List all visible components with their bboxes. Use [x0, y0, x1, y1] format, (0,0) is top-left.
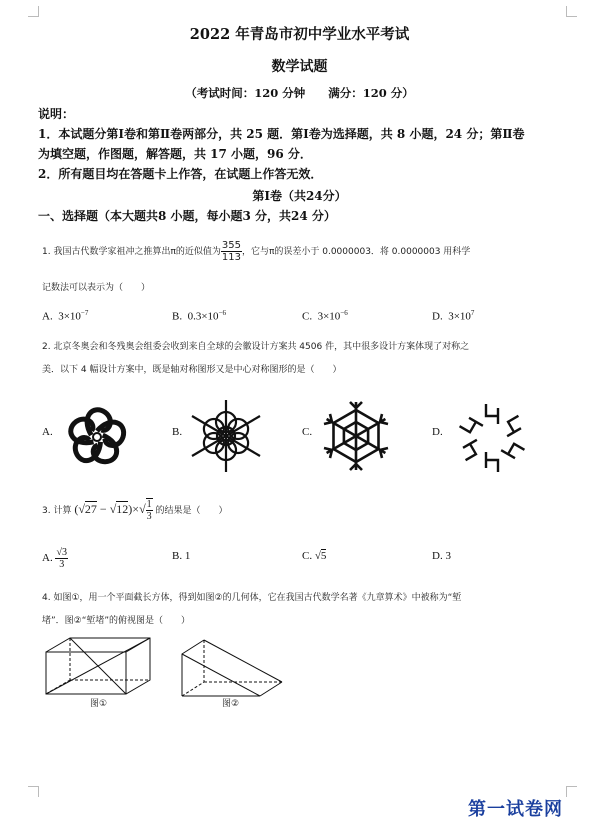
- question-3-suffix: 的结果是（ ）: [155, 505, 228, 516]
- q2-option-b[interactable]: B.: [172, 426, 183, 438]
- exam-title: 2022 年青岛市初中学业水平考试: [189, 26, 410, 43]
- option-exponent: −6: [340, 309, 348, 317]
- option-exponent: −6: [218, 309, 227, 317]
- option-base: 3×10: [448, 310, 471, 323]
- question-4-line-1: 4. 如图①，用一个平面截长方体，得到如图②的几何体，它在我国古代数学名著《九章算术》中被称为“堑: [42, 593, 462, 603]
- q3-option-d[interactable]: D. 3: [432, 550, 451, 562]
- option-a-fraction: [55, 547, 68, 570]
- q1-option-a[interactable]: [42, 309, 88, 323]
- question-1-line-1: [42, 240, 470, 263]
- question-2-line-2: 美．以下 4 幅设计方案中，既是轴对称图形又是中心对称图形的是（ ）: [42, 365, 342, 375]
- option-base: 3×10: [58, 310, 81, 323]
- q1-option-d[interactable]: [432, 309, 474, 323]
- q2-option-d[interactable]: D.: [432, 426, 443, 438]
- fraction-denominator: 3: [59, 559, 65, 570]
- q1-option-c[interactable]: [302, 309, 348, 323]
- fraction-355-113: [221, 240, 242, 263]
- emblem-a-swirl-knot: [56, 396, 138, 478]
- option-label: B.: [172, 310, 183, 323]
- q3-option-b[interactable]: B. 1: [172, 550, 191, 562]
- instruction-1-line-1: 1．本试题分第Ⅰ卷和第Ⅱ卷两部分，共 25 题．第Ⅰ卷为选择题，共 8 小题，24 分；第Ⅱ卷: [38, 127, 525, 141]
- fraction-numerator: 1: [146, 499, 152, 510]
- question-1-line-2: 记数法可以表示为（ ）: [42, 283, 151, 293]
- option-label: A.: [42, 552, 53, 565]
- site-watermark-brand: 第一试卷网: [468, 799, 563, 820]
- question-2-line-1: 2. 北京冬奥会和冬残奥会组委会收到来自全球的会徽设计方案共 4506 件，其中很多设计方案体现了对称之: [42, 342, 470, 352]
- option-label: C.: [302, 310, 313, 323]
- instruction-2: 2．所有题目均在答题卡上作答，在试题上作答无效．: [38, 167, 323, 181]
- option-label: D.: [432, 310, 443, 323]
- question-1-text-a: 1. 我国古代数学家祖冲之推算出π的近似值为: [42, 247, 221, 257]
- radicand-12: 12: [116, 501, 129, 516]
- fraction-denominator: 3: [146, 511, 152, 522]
- figure-1-cuboid: [44, 634, 156, 704]
- radicand-5: 5: [320, 550, 327, 562]
- part-1-heading: 第Ⅰ卷（共24分）: [252, 189, 347, 203]
- option-base: 0.3×10: [187, 310, 219, 323]
- radicand-fraction: [146, 498, 153, 522]
- question-3-prefix: 3. 计算: [42, 505, 72, 516]
- exam-info: （考试时间：120 分钟 满分：120 分）: [185, 86, 414, 100]
- emblem-c-snowflake: [316, 396, 396, 476]
- question-3-line: [42, 498, 228, 522]
- minus-sign: −: [99, 501, 107, 516]
- option-exponent: −7: [80, 309, 89, 317]
- fraction-numerator: √3: [56, 547, 67, 558]
- question-4-line-2: 堵”．图②“堑堵”的俯视图是（ ）: [42, 616, 191, 626]
- q1-option-b[interactable]: [172, 309, 226, 323]
- question-3-expression: (√27 − √12)×√ $\frac{1}{3}$: [74, 499, 152, 522]
- q2-option-c[interactable]: C.: [302, 426, 313, 438]
- instructions-heading: 说明：: [38, 107, 75, 121]
- question-1-text-b: ，它与π的误差小于 0.0000003．将 0.0000003 用科学: [241, 247, 471, 257]
- option-label: A.: [42, 310, 53, 323]
- option-label: C.: [302, 550, 313, 562]
- figure-1-label: 图①: [90, 699, 108, 709]
- q3-option-a[interactable]: [42, 547, 68, 570]
- emblem-d-brackets: [452, 398, 532, 478]
- q3-option-c[interactable]: C. √5: [302, 550, 327, 562]
- option-exponent: 7: [470, 309, 475, 317]
- figure-2-label: 图②: [222, 699, 240, 709]
- radicand-27: 27: [84, 501, 97, 516]
- fraction-numerator: 355: [221, 240, 241, 251]
- emblem-b-flower: [188, 398, 264, 474]
- exam-subject: 数学试题: [271, 59, 328, 75]
- q2-option-a[interactable]: A.: [42, 426, 53, 438]
- crop-mark-top-left: [28, 6, 39, 17]
- fraction-denominator: 113: [221, 252, 241, 263]
- figure-2-qiandu: [180, 636, 286, 702]
- crop-mark-bottom-left: [28, 786, 39, 797]
- option-base: 3×10: [317, 310, 341, 323]
- paren-close-times: )×: [128, 501, 140, 516]
- crop-mark-top-right: [566, 6, 577, 17]
- instruction-1-line-2: 为填空题，作图题，解答题，共 17 小题，96 分．: [38, 147, 312, 161]
- crop-mark-bottom-right: [566, 786, 577, 797]
- paren-open: (: [74, 501, 79, 516]
- section-heading: 一、选择题（本大题共8 小题，每小题3 分，共24 分）: [38, 209, 336, 223]
